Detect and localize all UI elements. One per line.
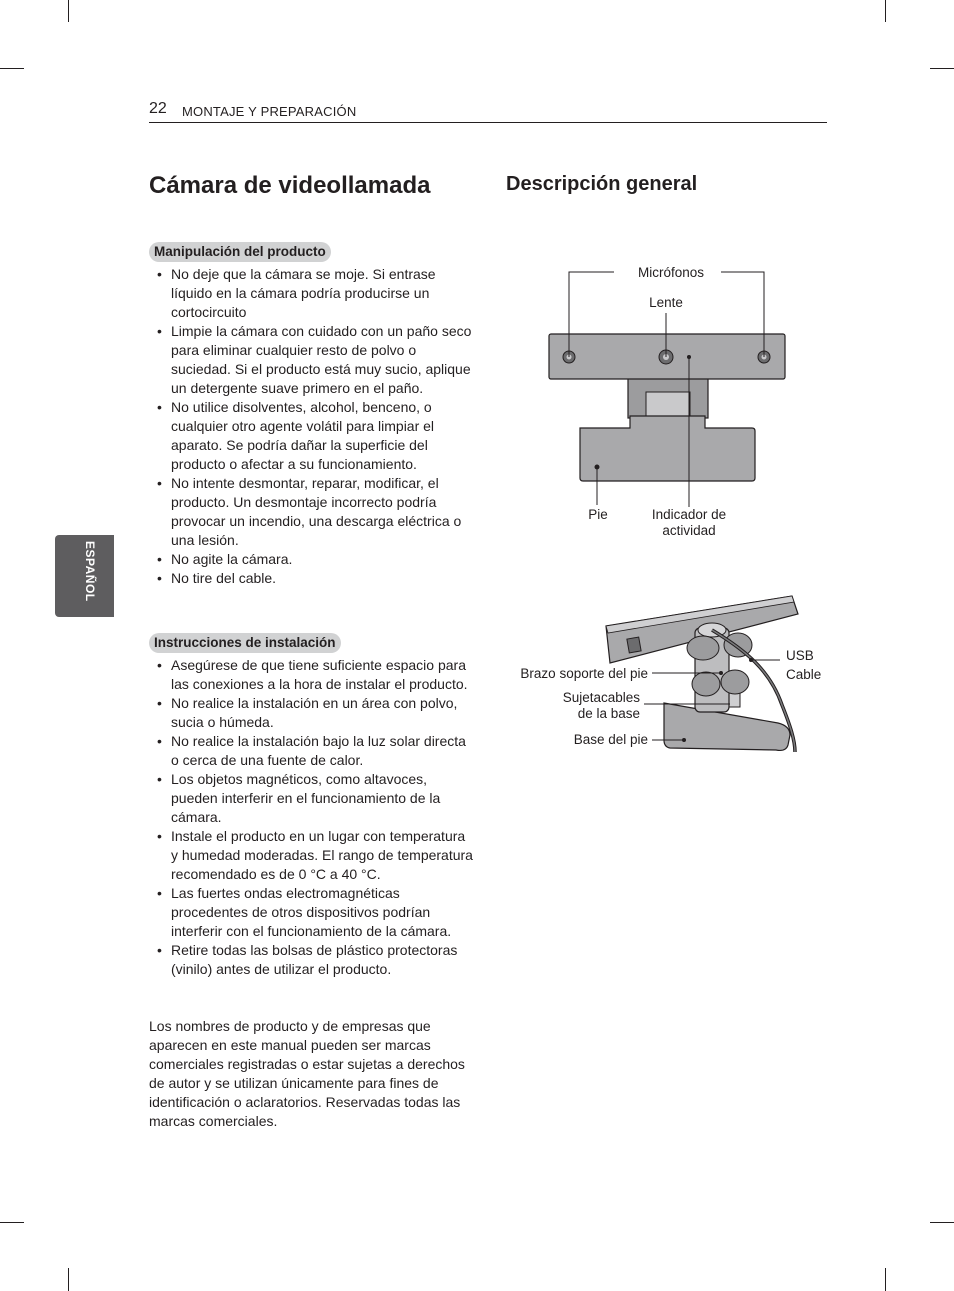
label-base: Base del pie (573, 732, 648, 747)
list-item: • Instale el producto en un lugar con temperatura y humedad moderadas. El rango de temperatura recomendado es de 0 °C a 40 °C. (149, 827, 474, 884)
list-item: • No tire del cable. (149, 569, 474, 588)
list-item: • Retire todas las bolsas de plástico protectoras (vinilo) antes de utilizar el producto. (149, 941, 474, 979)
overview-title: Descripción general (506, 173, 698, 195)
camera-front-view (549, 265, 785, 538)
label-cable: Cable (786, 667, 822, 682)
label-usb: USB (786, 648, 814, 663)
page-title: Cámara de videollamada (149, 172, 431, 199)
label-microphones: Micrófonos (637, 265, 705, 280)
list-item: • No deje que la cámara se moje. Si entrase líquido en la cámara podría producirse un cortocircuito (149, 265, 474, 322)
list-item: • No realice la instalación en un área con polvo, sucia o húmeda. (149, 694, 474, 732)
list-item: • Las fuertes ondas electromagnéticas procedentes de otros dispositivos podrían interferir con el funcionamiento de la cámara. (149, 884, 474, 941)
label-arm: Brazo soporte del pie (520, 666, 648, 681)
list-item: • Los objetos magnéticos, como altavoces, pueden interferir en el funcionamiento de la cámara. (149, 770, 474, 827)
language-tab-label: ESPAÑOL (83, 541, 97, 602)
list-item: • No agite la cámara. (149, 550, 474, 569)
list-item: • No utilice disolventes, alcohol, benceno, o cualquier otro agente volátil para limpiar el aparato. Se podría dañar la superficie del producto o afectar a su funcionamiento. (149, 398, 474, 474)
section-title: MONTAJE Y PREPARACIÓN (182, 104, 357, 119)
label-holder-2: de la base (577, 706, 640, 721)
handling-heading: Manipulación del producto (149, 242, 331, 262)
list-item: • No intente desmontar, reparar, modificar, el producto. Un desmontaje incorrecto podría provocar un incendio, una descarga eléctrica o una lesión. (149, 474, 474, 550)
label-lens: Lente (649, 295, 683, 310)
label-activity-2: actividad (662, 523, 716, 538)
list-item: • Limpie la cámara con cuidado con un paño seco para eliminar cualquier resto de polvo o suciedad. Si el producto está muy sucio, aplique un detergente suave primero en el paño. (149, 322, 474, 398)
list-item: • Asegúrese de que tiene suficiente espacio para las conexiones a la hora de instalar el producto. (149, 656, 474, 694)
page-number: 22 (149, 100, 167, 117)
camera-back-view (520, 596, 821, 752)
label-stand: Pie (588, 507, 608, 522)
install-heading: Instrucciones de instalación (149, 633, 341, 653)
trademark-note: Los nombres de producto y de empresas que aparecen en este manual pueden ser marcas comerciales registradas o estar sujetas a derechos de autor y se utilizan únicamente para fines de identificación o aclaratorios. Reservadas todas las marcas comerciales. (149, 1018, 465, 1129)
list-item: • No realice la instalación bajo la luz solar directa o cerca de una fuente de calor. (149, 732, 474, 770)
label-activity-1: Indicador de (651, 507, 727, 522)
label-holder-1: Sujetacables (562, 690, 640, 705)
